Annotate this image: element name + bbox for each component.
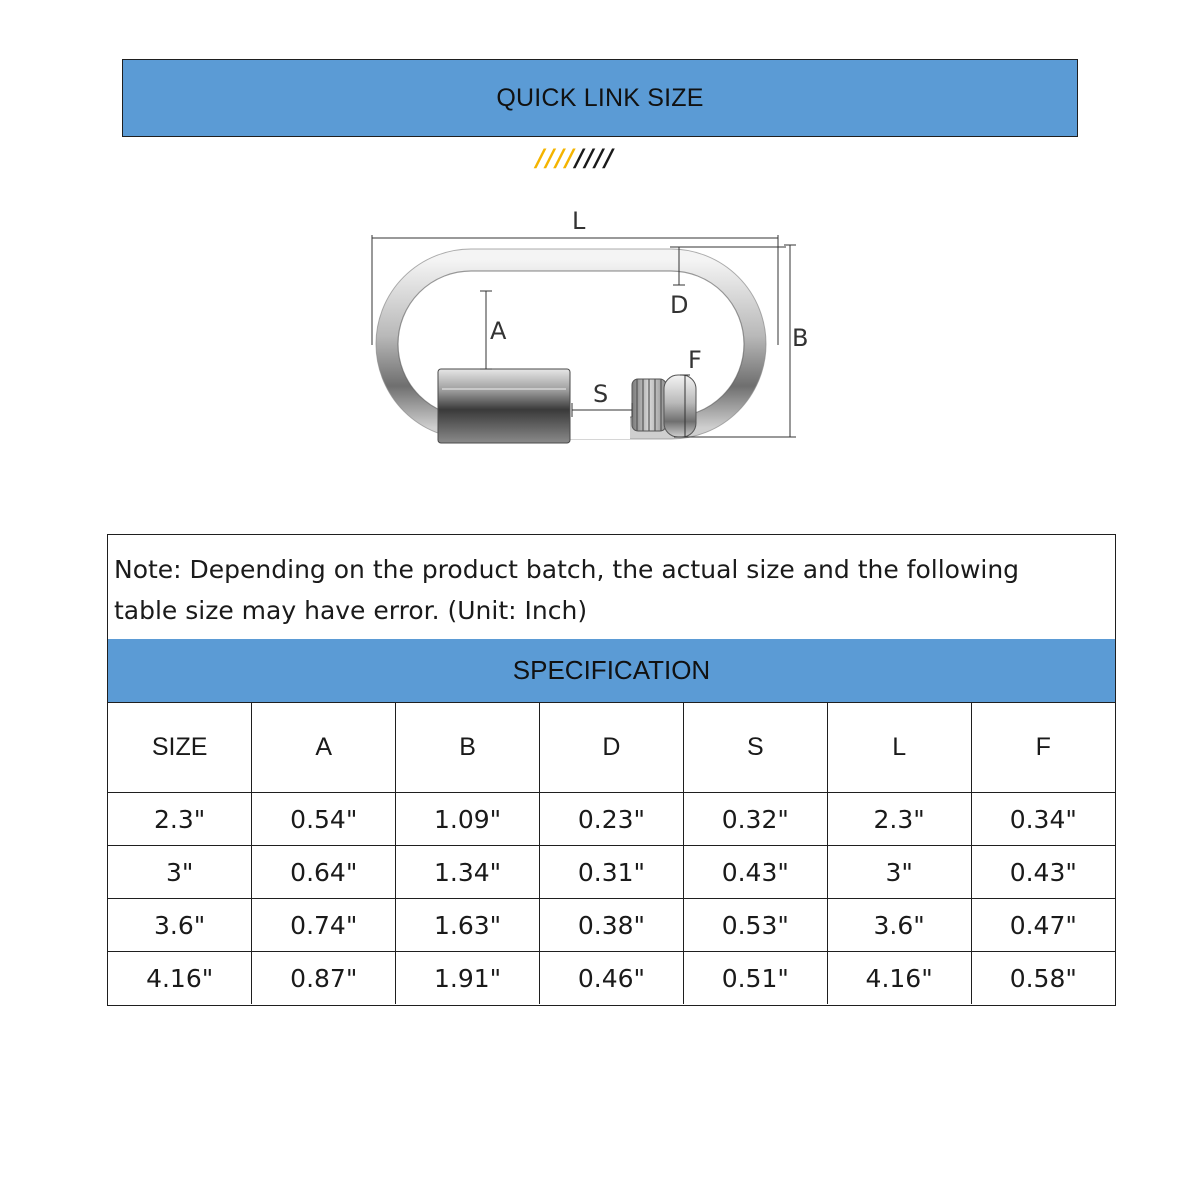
table-cell: 0.58" bbox=[971, 952, 1115, 1005]
table-cell: 0.43" bbox=[683, 846, 827, 899]
quick-link-diagram bbox=[350, 195, 830, 465]
table-cell: 1.34" bbox=[396, 846, 540, 899]
specification-banner bbox=[108, 639, 1115, 703]
column-header: D bbox=[540, 703, 684, 793]
table-cell: 0.64" bbox=[252, 846, 396, 899]
column-header: L bbox=[827, 703, 971, 793]
divider-gold: //// bbox=[536, 144, 576, 172]
specification-table bbox=[108, 703, 1115, 1004]
table-header-row bbox=[108, 703, 1115, 793]
table-cell: 0.47" bbox=[971, 899, 1115, 952]
table-cell: 0.34" bbox=[971, 793, 1115, 846]
table-cell: 0.87" bbox=[252, 952, 396, 1005]
table-row bbox=[108, 846, 1115, 899]
table-row bbox=[108, 899, 1115, 952]
label-F: F bbox=[688, 346, 702, 374]
collar bbox=[664, 375, 696, 437]
table-cell: 2.3" bbox=[108, 793, 252, 846]
divider-dark: //// bbox=[575, 144, 615, 172]
decorative-divider bbox=[536, 144, 614, 174]
table-cell: 0.51" bbox=[683, 952, 827, 1005]
table-cell: 0.74" bbox=[252, 899, 396, 952]
table-cell: 3" bbox=[827, 846, 971, 899]
table-cell: 0.43" bbox=[971, 846, 1115, 899]
table-row bbox=[108, 952, 1115, 1005]
table-row bbox=[108, 793, 1115, 846]
note-line-2: table size may have error. (Unit: Inch) bbox=[114, 596, 588, 625]
column-header: F bbox=[971, 703, 1115, 793]
note-line-1: Note: Depending on the product batch, the actual size and the following bbox=[114, 555, 1020, 584]
label-D: D bbox=[670, 291, 689, 319]
table-cell: 0.31" bbox=[540, 846, 684, 899]
column-header: SIZE bbox=[108, 703, 252, 793]
table-cell: 3" bbox=[108, 846, 252, 899]
column-header: B bbox=[396, 703, 540, 793]
table-cell: 0.32" bbox=[683, 793, 827, 846]
hex-nut bbox=[438, 369, 570, 443]
table-cell: 3.6" bbox=[108, 899, 252, 952]
title-banner bbox=[122, 59, 1078, 137]
label-B: B bbox=[792, 324, 809, 352]
table-cell: 4.16" bbox=[108, 952, 252, 1005]
table-cell: 4.16" bbox=[827, 952, 971, 1005]
table-cell: 0.46" bbox=[540, 952, 684, 1005]
table-cell: 1.63" bbox=[396, 899, 540, 952]
label-L: L bbox=[572, 207, 586, 235]
column-header: S bbox=[683, 703, 827, 793]
table-cell: 0.23" bbox=[540, 793, 684, 846]
label-S: S bbox=[593, 380, 609, 408]
table-cell: 3.6" bbox=[827, 899, 971, 952]
table-cell: 0.38" bbox=[540, 899, 684, 952]
table-cell: 1.09" bbox=[396, 793, 540, 846]
page-title: QUICK LINK SIZE bbox=[496, 83, 704, 112]
table-cell: 2.3" bbox=[827, 793, 971, 846]
table-cell: 0.54" bbox=[252, 793, 396, 846]
note-text bbox=[114, 549, 1104, 631]
label-A: A bbox=[490, 317, 507, 345]
specification-panel bbox=[107, 534, 1116, 1006]
table-cell: 0.53" bbox=[683, 899, 827, 952]
specification-title: SPECIFICATION bbox=[512, 655, 711, 685]
table-cell: 1.91" bbox=[396, 952, 540, 1005]
column-header: A bbox=[252, 703, 396, 793]
